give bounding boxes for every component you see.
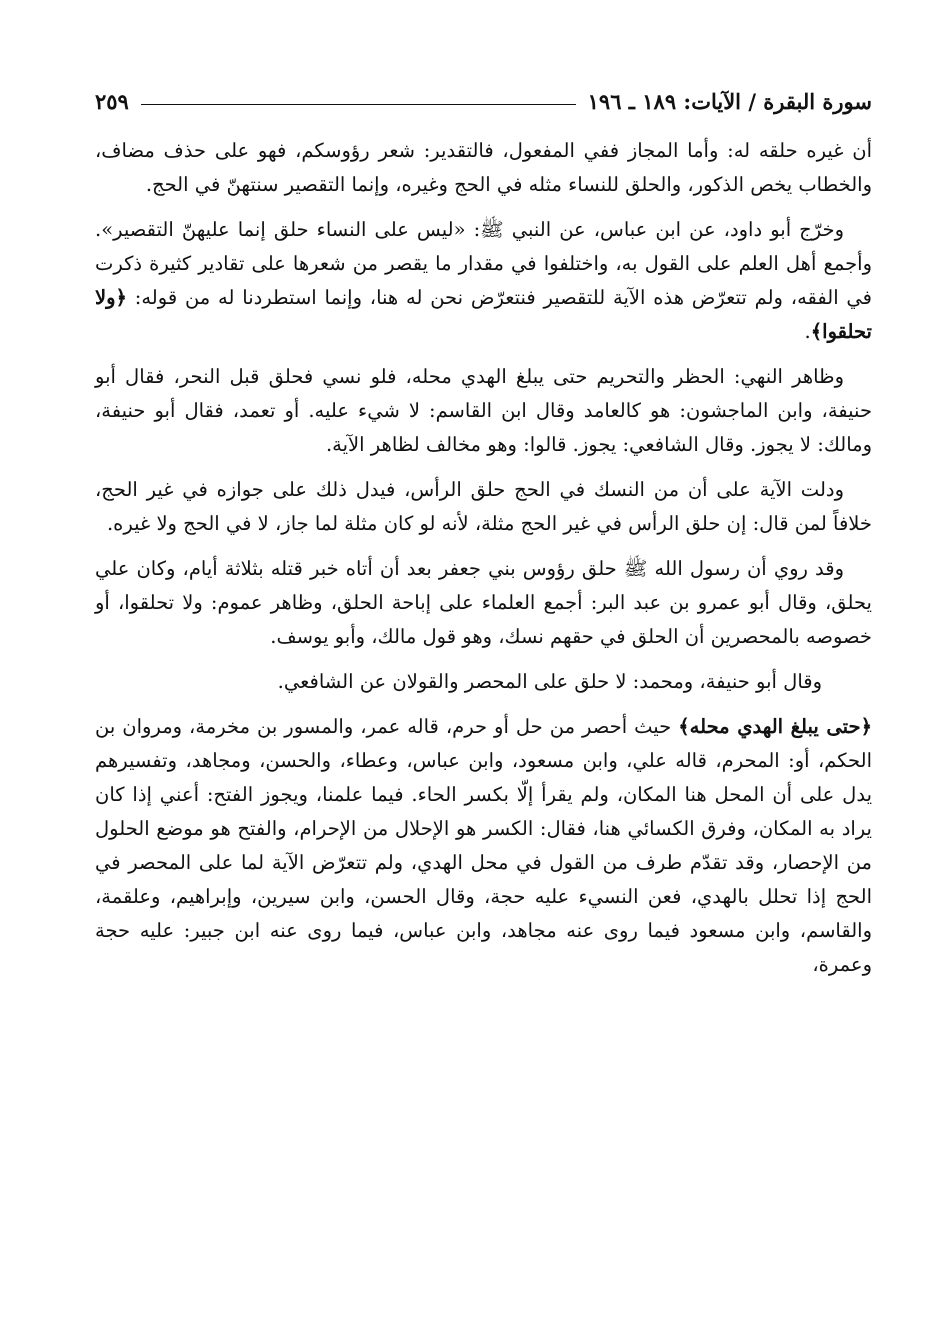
paragraph-4-text: ودلت الآية على أن من النسك في الحج حلق الرأس، فيدل ذلك على جوازه في غير الحج، خلافاً لمن قال: إن حلق الرأس في غير الحج مثلة، لأنه لو كان مثلة لما جاز، لا في الحج ولا غيره. (95, 478, 872, 535)
paragraph-6-text: وقال أبو حنيفة، ومحمد: لا حلق على المحصر والقولان عن الشافعي. (277, 670, 822, 693)
quran-quote: ﴿حتى يبلغ الهدي محله﴾ (678, 715, 873, 738)
header-rule (141, 104, 576, 105)
paragraph-1-text: أن غيره حلقه له: وأما المجاز ففي المفعول، فالتقدير: شعر رؤوسكم، فهو على حذف مضاف، والخطاب يخص الذكور، والحلق للنساء مثله في الحج وغيره، وإنما التقصير سنتهنّ في الحج. (95, 139, 872, 196)
paragraph-3 (95, 360, 872, 462)
header-title: سورة البقرة / الآيات: ١٨٩ ـ ١٩٦ (587, 88, 872, 114)
paragraph-7 (95, 710, 872, 982)
paragraph-2 (95, 213, 872, 349)
paragraph-1 (95, 134, 872, 202)
paragraph-5-text: وقد روي أن رسول الله ﷺ حلق رؤوس بني جعفر بعد أن أتاه خبر قتله بثلاثة أيام، وكان علي يحلق، وقال أبو عمرو بن عبد البر: أجمع العلماء على إباحة الحلق، وظاهر عموم: ولا تحلقوا، أو خصوصه بالمحصرين أن الحلق في حقهم نسك، وهو قول مالك، وأبو يوسف. (95, 557, 872, 648)
paragraph-6 (95, 665, 872, 699)
paragraph-2-text: وخرّج أبو داود، عن ابن عباس، عن النبي ﷺ: «ليس على النساء حلق إنما عليهنّ التقصير». وأجمع أهل العلم على القول به، واختلفوا في مقدار ما يقصر من شعرها على تقادير كثيرة ذكرت في الفقه، ولم تتعرّض هذه الآية للتقصير فنتعرّض نحن له هنا، وإنما استطردنا له من قوله: (95, 218, 872, 309)
quran-quote: ﴿ولا تحلقوا﴾ (95, 286, 872, 343)
page-number: ٢٥٩ (95, 88, 129, 114)
book-page (95, 82, 872, 993)
paragraph-4 (95, 473, 872, 541)
body-text (95, 134, 872, 982)
paragraph-5 (95, 552, 872, 654)
paragraph-7-text: حيث أحصر من حل أو حرم، قاله عمر، والمسور بن مخرمة، ومروان بن الحكم، أو: المحرم، قاله علي، وابن مسعود، وابن عباس، وعطاء، والحسن، ومجاهد، وتفسيرهم يدل على أن المحل هنا المكان، ولم يقرأ إلّا بكسر الحاء. فيما علمنا، ويجوز الفتح: أعني إذا كان يراد به المكان، وفرق الكسائي هنا، فقال: الكسر هو الإحلال من الإحرام، والفتح هو موضع الحلول من الإحصار، وقد تقدّم طرف من القول في محل الهدي، ولم تتعرّض الآية لما على المحصر في الحج إذا تحلل بالهدي، فعن النسيء عليه حجة، وقال الحسن، وابن سيرين، وإبراهيم، وعلقمة، والقاسم، وابن مسعود فيما روى عنه مجاهد، وابن عباس، فيما روى عنه ابن جبير: عليه حجة وعمرة، (95, 715, 872, 976)
paragraph-3-text: وظاهر النهي: الحظر والتحريم حتى يبلغ الهدي محله، فلو نسي فحلق قبل النحر، فقال أبو حنيفة، وابن الماجشون: هو كالعامد وقال ابن القاسم: لا شيء عليه. أو تعمد، فقال أبو حنيفة، ومالك: لا يجوز. وقال الشافعي: يجوز. قالوا: وهو مخالف لظاهر الآية. (95, 365, 872, 456)
running-header (95, 82, 872, 120)
paragraph-2-tail: . (804, 320, 811, 343)
